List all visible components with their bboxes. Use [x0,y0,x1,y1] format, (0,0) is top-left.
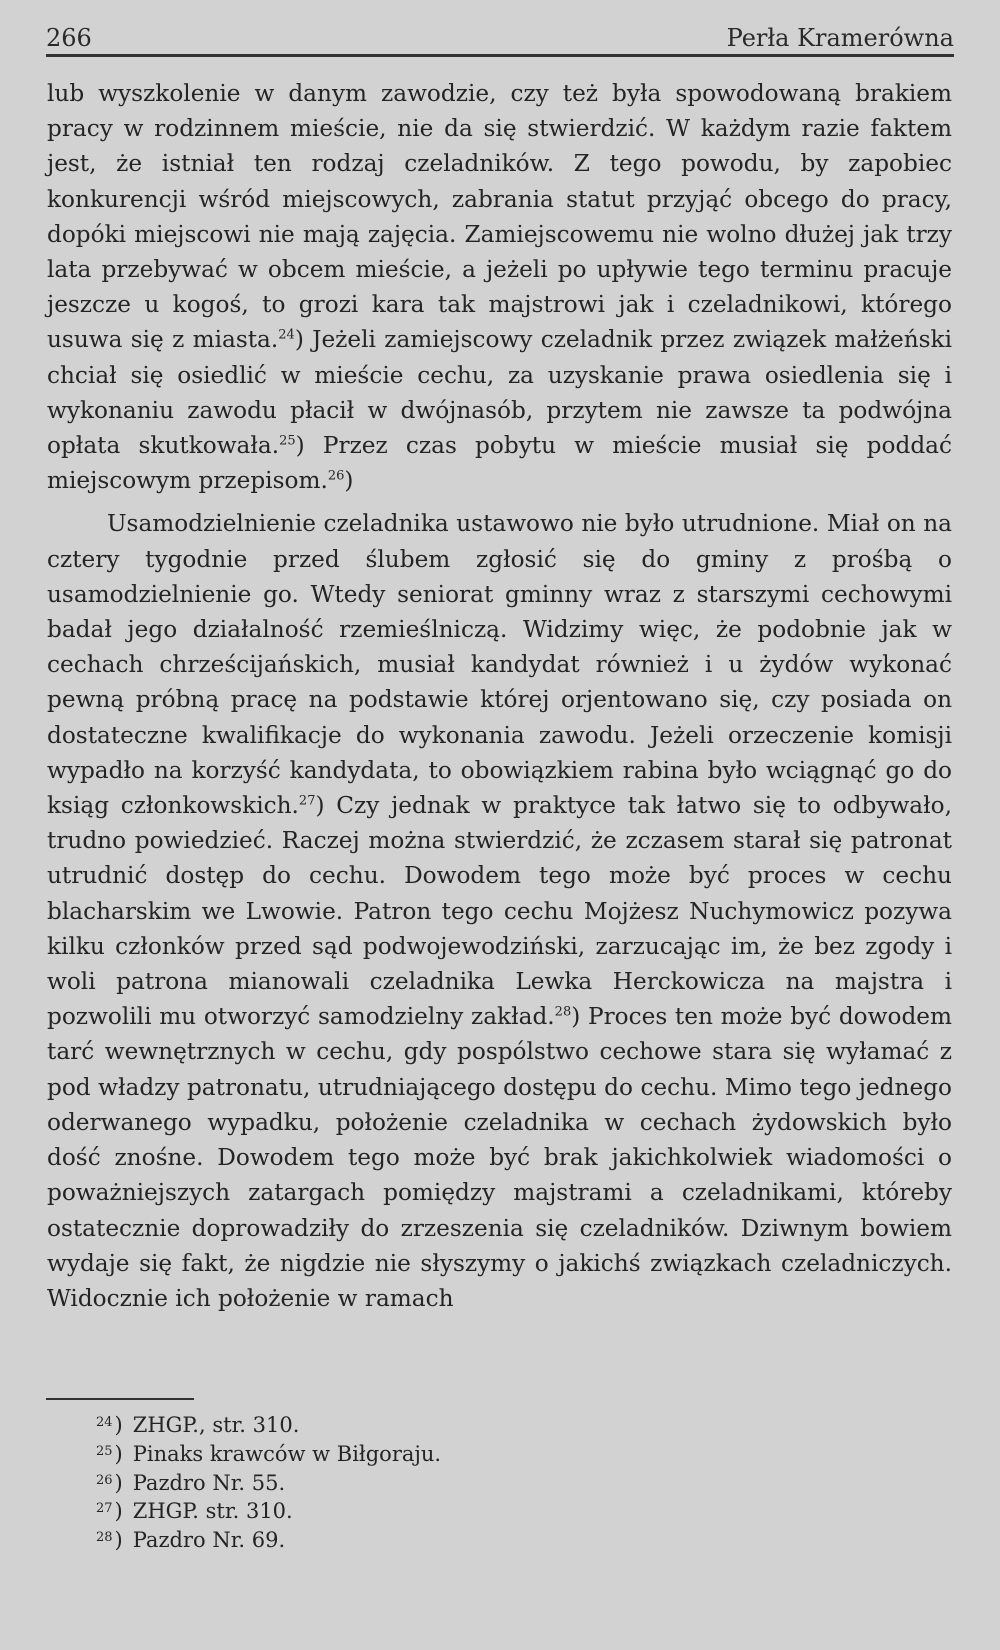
footnote-27 [96,1499,441,1528]
body-text [47,76,952,1316]
text-segment: ) Czy jednak w praktyce tak łatwo się to odbywało, trudno powiedzieć. Raczej można stwierdzić, że zczasem starał się patronat utrudnić dostęp do cechu. Dowodem tego może być proces w cechu blacharskim we Lwowie. Patron tego cechu Mojżesz Nuchymowicz pozywa kilku członków przed sąd podwojewodziński, zarzucając im, że bez zgody i woli patrona mianowali czeladnika Lewka Herckowicza na majstra i pozwolili mu otworzyć samodzielny zakład. [47,792,952,1031]
page-number: 266 [46,24,92,52]
page-header [46,18,954,52]
text-segment: lub wyszkolenie w danym zawodzie, czy też była spowodowaną brakiem pracy w rodzinnem mieście, nie da się stwierdzić. W każdym razie faktem jest, że istniał ten rodzaj czeladników. Z tego powodu, by zapobiec konkurencji wśród miejscowych, zabrania statut przyjąć obcego do pracy, dopóki miejscowi nie mają zajęcia. Zamiejscowemu nie wolno dłużej jak trzy lata przebywać w obcem mieście, a jeżeli po upływie tego terminu pracuje jeszcze u kogoś, to grozi kara tak majstrowi jak i czeladnikowi, którego usuwa się z miasta. [47,80,952,354]
footnote-25 [96,1442,441,1471]
footnote-paren: ) [114,1413,123,1437]
footnote-paren: ) [114,1470,123,1495]
footnote-text: ZHGP. str. 310. [132,1499,293,1524]
paragraph-1 [47,76,952,498]
footnote-paren: ) [114,1528,123,1553]
text-segment: ) Przez czas pobytu w mieście musiał się poddać miejscowym przepisom. [47,432,952,495]
footnote-number: 26 [96,1472,113,1488]
footnotes [96,1413,441,1557]
footnote-number: 27 [96,1501,113,1517]
footnote-number: 25 [96,1443,113,1459]
text-segment: ) Jeżeli zamiejscowy czeladnik przez związek małżeński chciał się osiedlić w mieście cechu, za uzyskanie prawa osiedlenia się i wykonaniu zawodu płacił w dwójnasób, przytem nie zawsze ta podwójna opłata skutkowała. [47,326,952,460]
footnote-paren: ) [114,1499,123,1524]
footnote-number: 24 [96,1415,113,1430]
footnote-ref-27: 27 [298,793,316,809]
footnote-number: 28 [96,1530,113,1546]
footnote-text: Pazdro Nr. 69. [132,1528,286,1553]
text-segment: Usamodzielnienie czeladnika ustawowo nie było utrudnione. Miał on na cztery tygodnie przed ślubem zgłosić się do gminy z prośbą o usamodzielnienie go. Wtedy seniorat gminny wraz z starszymi cechowymi badał jego działalność rzemieślniczą. Widzimy więc, że podobnie jak w cechach chrześcijańskich, musiał kandydat również i u żydów wykonać pewną próbną pracę na podstawie której orjentowano się, czy posiada on dostateczne kwalifikacje do wykonania zawodu. Jeżeli orzeczenie komisji wypadło na korzyść kandydata, to obowiązkiem rabina było wciągnąć go do ksiąg członkowskich. [47,510,952,820]
footnote-28 [96,1528,441,1557]
footnote-rule [46,1398,194,1400]
paragraph-2 [47,506,952,1316]
header-rule [46,54,954,57]
footnote-text: Pazdro Nr. 55. [132,1470,286,1495]
running-title: Perła Kramerówna [726,24,954,52]
text-segment: ) Proces ten może być dowodem tarć wewnętrznych w cechu, gdy pospólstwo cechowe stara się wyłamać z pod władzy patronatu, utrudniającego dostępu do cechu. Mimo tego jednego oderwanego wypadku, położenie czeladnika w cechach żydowskich było dość znośne. Dowodem tego może być brak jakichkolwiek wiadomości o poważniejszych zatargach pomiędzy majstrami a czeladnikami, któreby ostatecznie doprowadziły do zrzeszenia się czeladników. Dziwnym bowiem wydaje się fakt, że nigdzie nie słyszymy o jakichś związkach czeladniczych. Widocznie ich położenie w ramach [47,1003,952,1312]
footnote-ref-25: 25 [279,433,296,449]
footnote-26 [96,1471,441,1500]
footnote-ref-26: 26 [327,468,345,484]
footnote-24 [96,1413,441,1442]
footnote-text: ZHGP., str. 310. [132,1413,300,1437]
footnote-text: Pinaks krawców w Biłgoraju. [132,1441,442,1466]
footnote-ref-28: 28 [554,1004,572,1020]
text-segment: ) [344,467,354,495]
footnote-paren: ) [114,1441,123,1466]
footnote-ref-24: 24 [278,327,295,343]
